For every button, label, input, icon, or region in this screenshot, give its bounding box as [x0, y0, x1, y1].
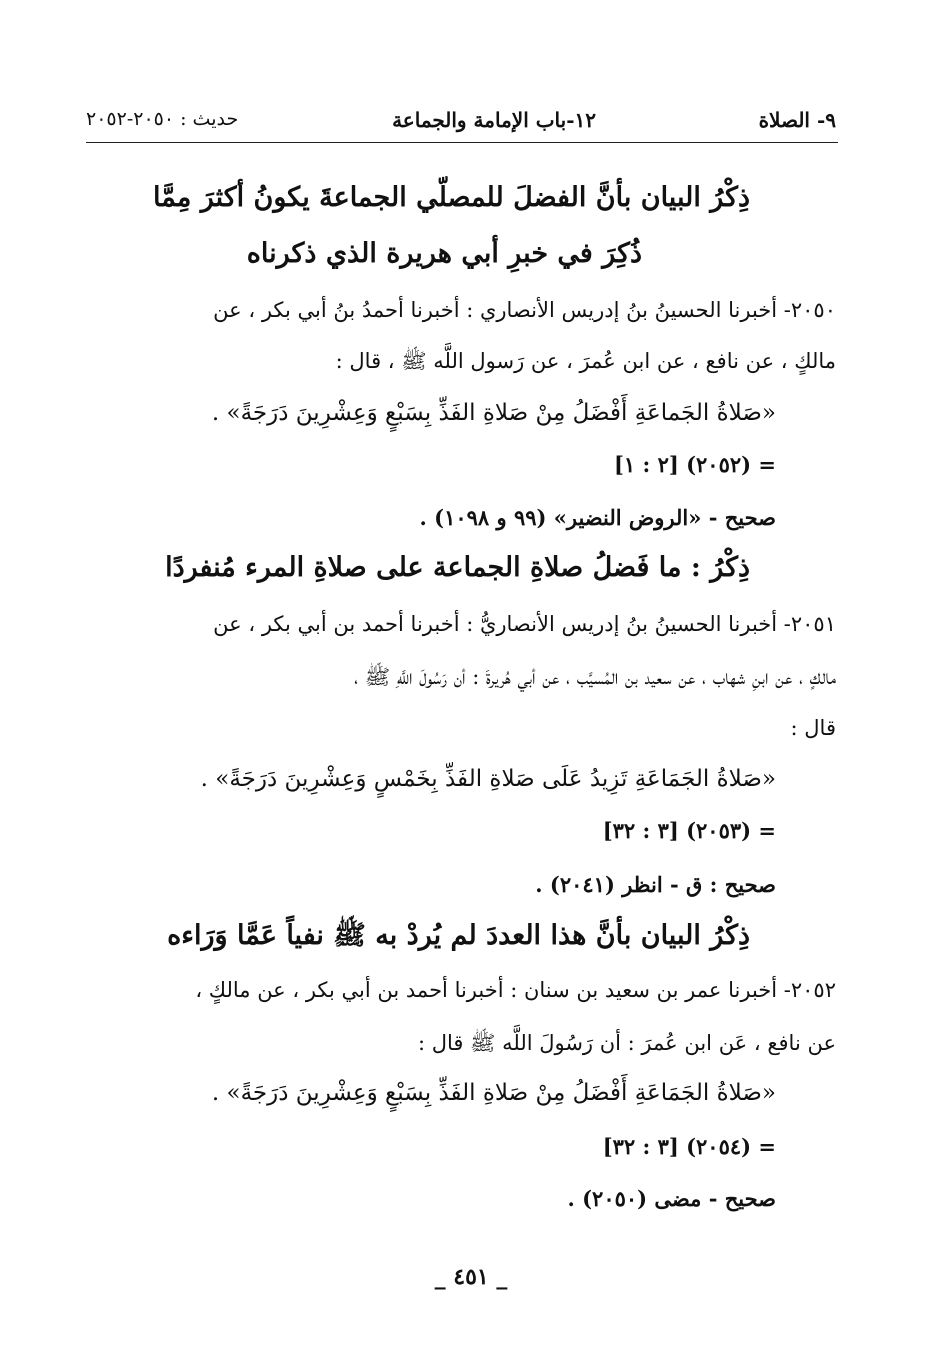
hadith-grade: صحيح - مضى (٢٠٥٠) . — [567, 1186, 776, 1211]
entry-title: ذِكْرُ البيان بأنَّ الفضلَ للمصلّي الجماعةَ يكونُ أكثرَ مِمَّا — [153, 182, 750, 213]
hadith-grade: صحيح : ق - انظر (٢٠٤١) . — [535, 872, 776, 897]
cross-reference: = (٢٠٥٣) [٣ : ٣٢] — [602, 818, 776, 843]
hadith-quote: «صَلاةُ الجَمَاعَةِ تَزِيدُ عَلَى صَلاةِ الفَذِّ بِخَمْسٍ وَعِشْرِينَ دَرَجَةً» . — [200, 766, 776, 792]
running-header — [86, 108, 836, 138]
header-section: ١٢-باب الإمامة والجماعة — [392, 108, 596, 132]
hadith-text-line: ٢٠٥٢- أخبرنا عمر بن سعيد بن سنان : أخبرنا أحمد بن أبي بكر ، عن مالكٍ ، — [195, 978, 836, 1002]
cross-reference: = (٢٠٥٢) [٢ : ١] — [613, 452, 776, 477]
header-hadith-range: حديث : ٢٠٥٠-٢٠٥٢ — [86, 108, 239, 130]
hadith-quote: «صَلاةُ الجَمَاعَةِ أَفْضَلُ مِنْ صَلاةِ الفَذِّ بِسَبْعٍ وَعِشْرِينَ دَرَجَةً» . — [211, 1080, 776, 1106]
hadith-text-line: ٢٠٥٠- أخبرنا الحسينُ بنُ إدريس الأنصاري : أخبرنا أحمدُ بنُ أبي بكر ، عن — [213, 298, 836, 322]
entry-title: ذِكْرُ البيان بأنَّ هذا العددَ لم يُردْ به ﷺ نفياً عَمَّا وَرَاءه — [167, 920, 750, 951]
page-number: _ ٤٥١ _ — [434, 1264, 508, 1290]
hadith-text-line: مالكٍ ، عن ابنِ شهاب ، عن سعيد بن المُسيَّب ، عن أبي هُريرةَ : أن رَسُولَ اللَّهِ ﷺ ، — [354, 665, 836, 689]
header-divider — [86, 142, 838, 143]
hadith-text-line: ٢٠٥١- أخبرنا الحسينُ بنُ إدريس الأنصاريُّ : أخبرنا أحمد بن أبي بكر ، عن — [213, 612, 836, 636]
hadith-text-line: مالكٍ ، عن نافع ، عن ابن عُمرَ ، عن رَسول اللَّه ﷺ ، قال : — [335, 349, 836, 373]
hadith-text-line: قال : — [790, 716, 836, 740]
hadith-text-line: عن نافع ، عَن ابن عُمرَ : أن رَسُولَ اللَّه ﷺ قال : — [417, 1031, 836, 1055]
hadith-quote: «صَلاةُ الجَماعَةِ أَفْضَلُ مِنْ صَلاةِ الفَذِّ بِسَبْعٍ وَعِشْرِينَ دَرَجَةً» . — [211, 400, 776, 426]
cross-reference: = (٢٠٥٤) [٣ : ٣٢] — [602, 1134, 776, 1159]
header-chapter: ٩- الصلاة — [758, 108, 836, 132]
entry-title: ذِكْرُ : ما فَضلُ صلاةِ الجماعة على صلاةِ المرء مُنفردًا — [165, 552, 750, 583]
entry-title-continued: ذُكِرَ في خبرِ أبي هريرة الذي ذكرناه — [246, 238, 642, 269]
hadith-grade: صحيح - «الروض النضير» (٩٩ و ١٠٩٨) . — [419, 505, 776, 530]
